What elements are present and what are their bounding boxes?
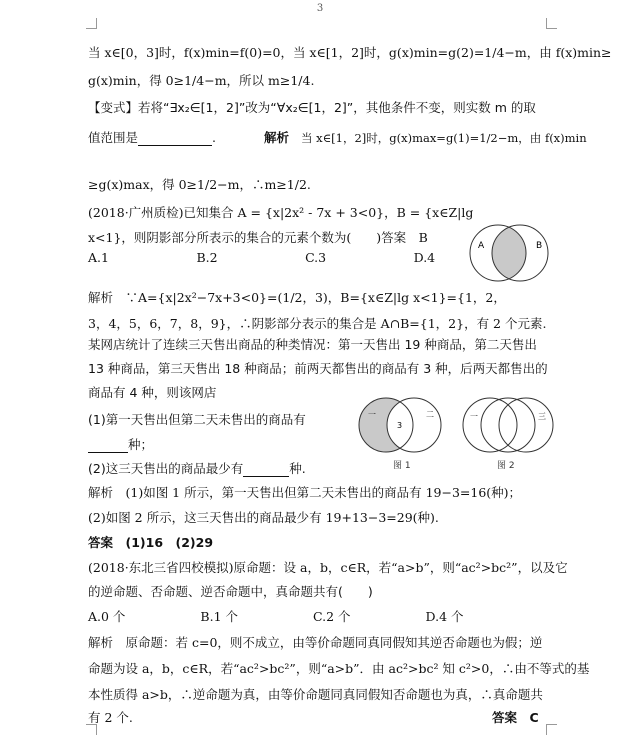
answer-blank [243,464,289,477]
shop-question-line-2: 13 种商品，第三天售出 18 种商品；前两天都售出的商品有 3 种，后两天都售出的 [88,361,548,376]
fig2-label-day1: 一 [470,412,478,421]
shop-answer: 答案 (1)16 (2)29 [88,535,214,550]
question-set-options: A.1 B.2 C.3 D.4 [88,250,436,265]
fig1-label-overlap: 3 [397,421,403,430]
corner-mark-bottom-right [546,724,557,735]
solution-line-2: g(x)min，得 0≥1/4−m，所以 m≥1/4. [88,73,315,88]
proposition-options: A.0 个 B.1 个 C.2 个 D.4 个 [88,609,464,624]
question-set-line-1: (2018·广州质检)已知集合 A = {x|2x² - 7x + 3<0}，B = {x∈Z|lg [88,205,474,220]
shop-analysis-1: 解析 (1)如图 1 所示，第一天售出但第二天未售出的商品有 19−3=16(种)； [88,485,522,500]
proposition-question-2: 的逆命题、否命题、逆否命题中，真命题共有( ) [88,584,373,599]
fig1-caption: 图 1 [393,461,411,471]
shop-subquestion-1-blank-line [88,437,153,453]
venn-figure-1 [352,395,448,455]
fig2-circle-day1 [463,398,517,452]
page-number: 3 [316,3,324,14]
variant-question: 【变式】若将“∃x₂∈[1，2]”改为“∀x₂∈[1，2]”，其他条件不变，则实数 m 的取 [88,100,536,115]
fig1-label-day2: 二 [426,410,434,419]
shop-subquestion-2 [88,461,306,477]
fig2-label-day3: 三 [538,412,546,421]
fig2-caption: 图 2 [497,461,515,471]
variant-line-2 [88,130,587,146]
venn-label-a: A [478,241,485,251]
unit: 种. [289,461,306,476]
proposition-analysis-4: 有 2 个. [88,710,133,725]
analysis-label: 解析 [263,130,289,145]
variant-conclusion: ≥g(x)max，得 0≥1/2−m，∴m≥1/2. [88,177,311,192]
answer-blank [88,440,128,453]
unit: 种； [128,437,154,452]
shop-question-line-1: 某网店统计了连续三天售出商品的种类情况：第一天售出 19 种商品，第二天售出 [88,337,537,352]
question-set-analysis-1: 解析 ∵A={x|2x²−7x+3<0}=(1/2，3)，B={x∈Z|lg x<1}={1，2， [88,290,506,305]
subquestion-2-text: (2)这三天售出的商品最少有 [88,461,244,476]
corner-mark-top-left [86,18,97,29]
range-label: 值范围是 [88,130,139,145]
proposition-answer: 答案 C [492,710,539,725]
question-set-line-2: x<1}，则阴影部分所表示的集合的元素个数为( )答案 B [88,230,428,245]
shop-subquestion-1: (1)第一天售出但第二天未售出的商品有 [88,412,306,427]
proposition-analysis-2: 命题为设 a，b，c∈R，若“ac²>bc²”，则“a>b”．由 ac²>bc² 知 c²>0，∴由不等式的基 [88,661,590,676]
proposition-analysis-1: 解析 原命题：若 c=0，则不成立，由等价命题同真同假知其逆否命题也为假；逆 [88,635,543,650]
venn-diagram-ab [460,222,560,284]
variant-analysis: 当 x∈[1，2]时，g(x)max=g(1)=1/2−m，由 f(x)min [300,131,587,145]
shop-question-line-3: 商品有 4 种，则该网店 [88,385,217,400]
answer-blank [138,133,212,146]
proposition-analysis-3: 本性质得 a>b，∴逆命题为真，由等价命题同真同假知否命题也为真，∴真命题共 [88,687,543,702]
corner-mark-top-right [546,18,557,29]
solution-line-1: 当 x∈[0，3]时，f(x)min=f(0)=0，当 x∈[1，2]时，g(x)min=g(2)=1/4−m，由 f(x)min≥ [88,45,612,60]
venn-figure-2 [458,395,558,455]
period: . [212,130,216,145]
shop-analysis-2: (2)如图 2 所示，这三天售出的商品最少有 19+13−3=29(种). [88,510,439,525]
proposition-question-1: (2018·东北三省四校模拟)原命题：设 a，b，c∈R，若“a>b”，则“ac²>bc²”，以及它 [88,560,568,575]
venn-label-b: B [536,241,543,251]
fig2-circle-day2 [481,398,535,452]
fig2-circle-day3 [499,398,553,452]
fig1-label-day1: 一 [368,410,376,419]
question-set-analysis-2: 3，4，5，6，7，8，9}，∴阴影部分表示的集合是 A∩B={1，2}，有 2 个元素. [88,316,547,331]
